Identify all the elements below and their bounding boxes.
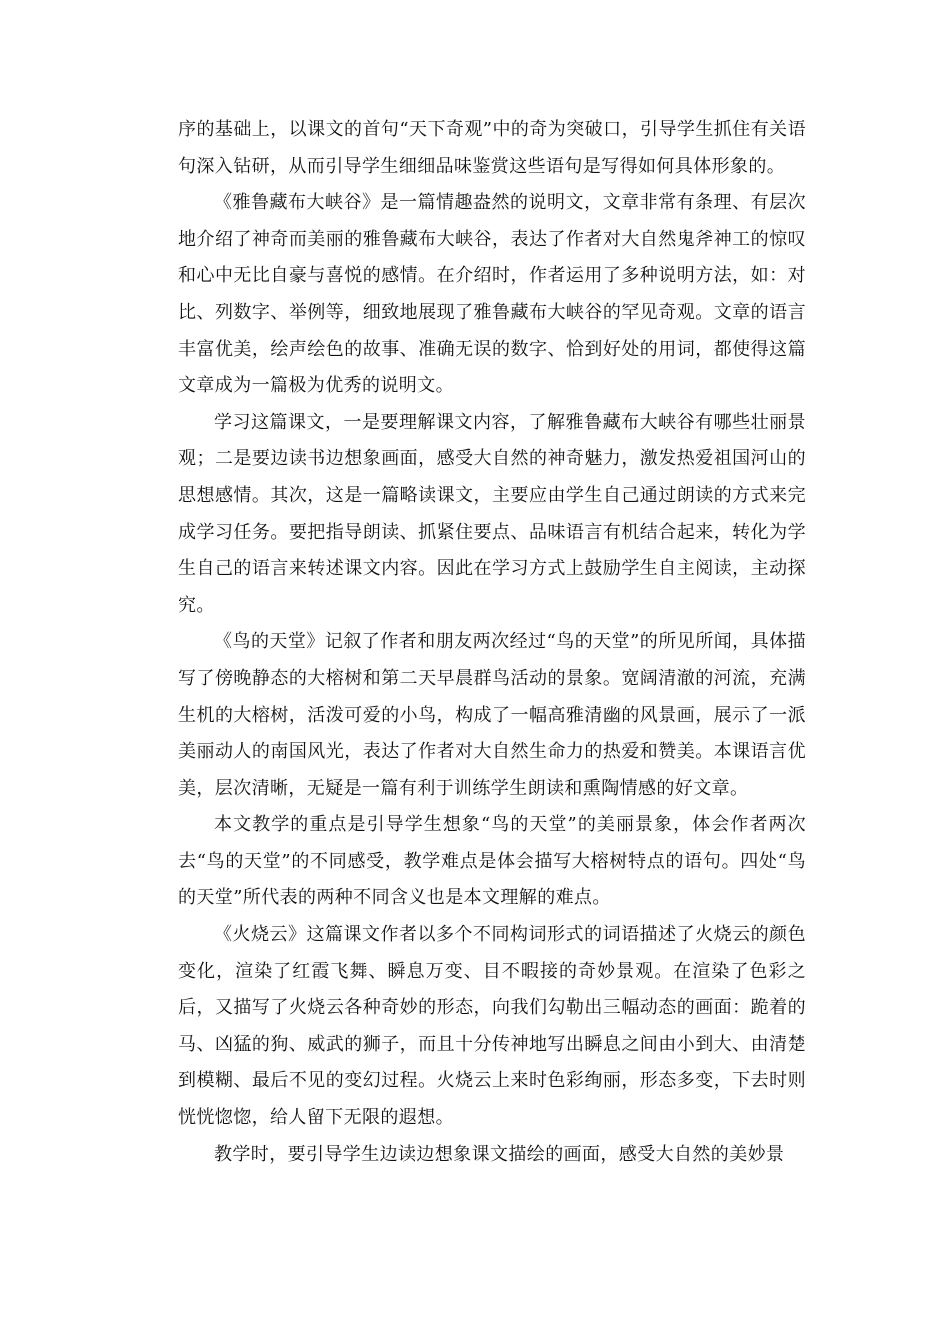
paragraph-yarlung-tsangpo-intro: 《雅鲁藏布大峡谷》是一篇情趣盎然的说明文，文章非常有条理、有层次地介绍了神奇而美丽的雅鲁藏布大峡谷，表达了作者对大自然鬼斧神工的惊叹和心中无比自豪与喜悦的感情。在介绍时，作者运用了多种说明方法，如：对比、列数字、举例等，细致地展现了雅鲁藏布大峡谷的罕见奇观。文章的语言丰富优美，绘声绘色的故事、准确无误的数字、恰到好处的用词，都使得这篇文章成为一篇极为优秀的说明文。 xyxy=(178,192,806,397)
paragraph-continuation: 序的基础上，以课文的首句“天下奇观”中的奇为突破口，引导学生抓住有关语句深入钻研，从而引导学生细细品味鉴赏这些语句是写得如何具体形象的。 xyxy=(178,119,806,177)
paragraph-bird-paradise-teaching: 本文教学的重点是引导学生想象“鸟的天堂”的美丽景象，体会作者两次去“鸟的天堂”的不同感受，教学难点是体会描写大榕树特点的语句。四处“鸟的天堂”所代表的两种不同含义也是本文理解的难点。 xyxy=(178,814,806,909)
document-body xyxy=(178,112,806,1173)
paragraph-bird-paradise-intro: 《鸟的天堂》记叙了作者和朋友两次经过“鸟的天堂”的所见所闻，具体描写了傍晚静态的大榕树和第二天早晨群鸟活动的景象。宽阔清澈的河流，充满生机的大榕树，活泼可爱的小鸟，构成了一幅高雅清幽的风景画，展示了一派美丽动人的南国风光，表达了作者对大自然生命力的热爱和赞美。本课语言优美，层次清晰，无疑是一篇有利于训练学生朗读和熏陶情感的好文章。 xyxy=(178,631,806,799)
paragraph-fire-clouds-intro: 《火烧云》这篇课文作者以多个不同构词形式的词语描述了火烧云的颜色变化，渲染了红霞飞舞、瞬息万变、目不暇接的奇妙景观。在渲染了色彩之后，又描写了火烧云各种奇妙的形态，向我们勾勒出三幅动态的画面：跪着的马、凶猛的狗、威武的狮子，而且十分传神地写出瞬息之间由小到大、由清楚到模糊、最后不见的变幻过程。火烧云上来时色彩绚丽，形态多变，下去时则恍恍惚惚，给人留下无限的遐想。 xyxy=(178,924,806,1129)
paragraph-fire-clouds-teaching: 教学时，要引导学生边读边想象课文描绘的画面，感受大自然的美妙景 xyxy=(214,1143,785,1165)
paragraph-yarlung-tsangpo-study: 学习这篇课文，一是要理解课文内容，了解雅鲁藏布大峡谷有哪些壮丽景观；二是要边读书边想象画面，感受大自然的神奇魅力，激发热爱祖国河山的思想感情。其次，这是一篇略读课文，主要应由学生自己通过朗读的方式来完成学习任务。要把指导朗读、抓紧住要点、品味语言有机结合起来，转化为学生自己的语言来转述课文内容。因此在学习方式上鼓励学生自主阅读，主动探究。 xyxy=(178,411,806,616)
